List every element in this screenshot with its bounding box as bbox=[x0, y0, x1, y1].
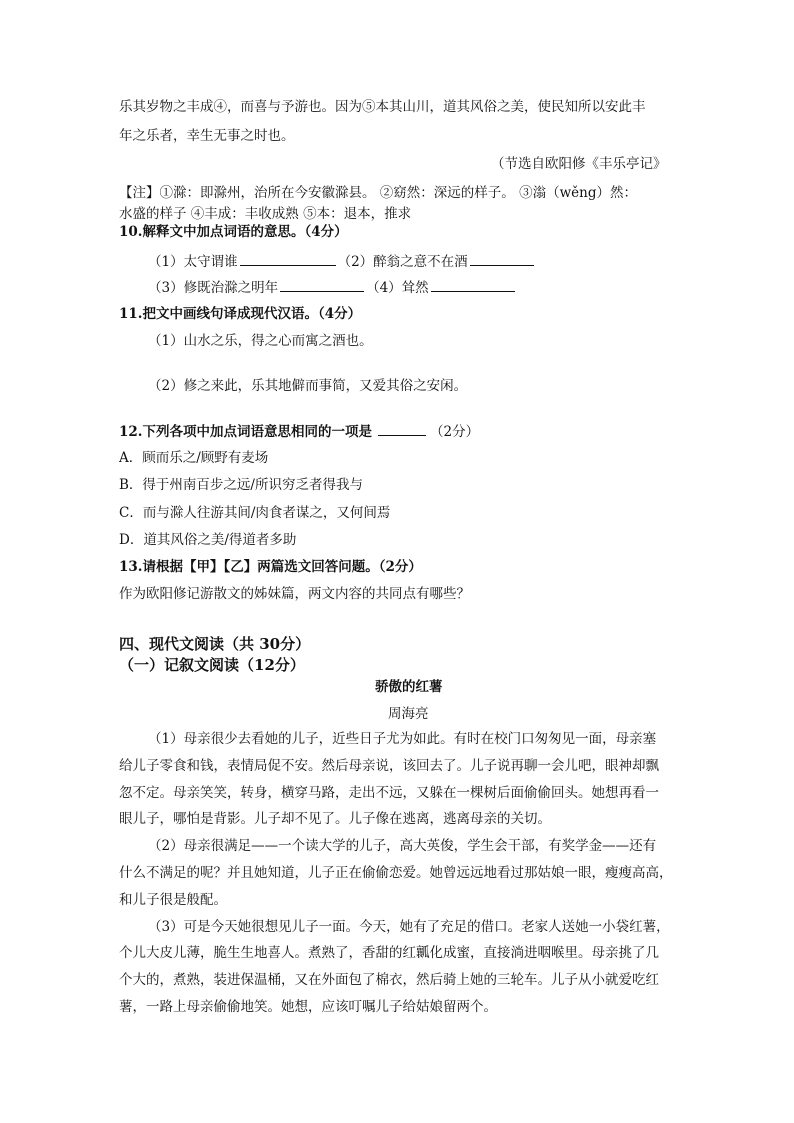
passage-line-2: 年之乐者，幸生无事之时也。 bbox=[119, 128, 295, 144]
answer-blank[interactable] bbox=[240, 251, 336, 266]
question-10-title: 10.解释文中加点词语的意思。（4分） bbox=[119, 224, 348, 240]
paragraph-3-line-3: 个大的，煮熟，装进保温桶，又在外面包了棉衣，然后骑上她的三轮车。儿子从小就爱吃红 bbox=[119, 972, 659, 988]
passage-line-1: 乐其岁物之丰成④，而喜与予游也。因为⑤本其山川，道其风俗之美，使民知所以安此丰 bbox=[119, 99, 646, 115]
question-10-item-1: （1）太守谓谁 bbox=[148, 254, 238, 270]
paragraph-2-line-3: 和儿子很是般配。 bbox=[119, 892, 227, 908]
paragraph-3-line-2: 个儿大皮儿薄，脆生生地喜人。煮熟了，香甜的红瓤化成蜜，直接淌进咽喉里。母亲挑了几 bbox=[119, 945, 659, 961]
question-10-row-1 bbox=[148, 251, 536, 272]
answer-blank[interactable] bbox=[378, 421, 426, 436]
option-b: B．得于州南百步之远/所识穷乏者得我与 bbox=[119, 477, 363, 493]
paragraph-2-line-2: 什么不满足的呢？并且她知道，儿子正在偷偷恋爱。她曾远远地看过那姑娘一眼，瘦瘦高高， bbox=[119, 865, 673, 881]
answer-blank[interactable] bbox=[470, 251, 534, 266]
question-10-item-2: （2）醉翁之意不在酒 bbox=[337, 254, 468, 270]
option-d: D．道其风俗之美/得道者多助 bbox=[119, 532, 297, 548]
question-10-row-2 bbox=[148, 277, 517, 298]
section-4-subtitle: （一）记叙文阅读（12分） bbox=[119, 656, 305, 674]
question-13-title: 13.请根据【甲】【乙】两篇选文回答问题。（2分） bbox=[119, 559, 422, 575]
question-12-score: （2分） bbox=[430, 424, 480, 440]
question-10-item-4: （4）耸然 bbox=[366, 280, 429, 296]
question-12-title-text: 12.下列各项中加点词语意思相同的一项是 bbox=[119, 424, 372, 440]
paragraph-2-line-1: （2）母亲很满足——一个读大学的儿子，高大英俊，学生会干部，有奖学金——还有 bbox=[148, 838, 657, 854]
answer-blank[interactable] bbox=[280, 277, 364, 292]
option-a: A．顾而乐之/顾野有麦场 bbox=[119, 450, 269, 466]
notes-line-2: 水盛的样子 ④丰成：丰收成熟 ⑤本：退本，推求 bbox=[119, 206, 412, 222]
passage-source: （节选自欧阳修《丰乐亭记》 bbox=[491, 156, 667, 172]
question-13-prompt: 作为欧阳修记游散文的姊妹篇，两文内容的共同点有哪些？ bbox=[119, 586, 470, 602]
answer-blank[interactable] bbox=[431, 277, 515, 292]
paragraph-1-line-4: 眼儿子，哪怕是背影。儿子却不见了。儿子像在逃离，逃离母亲的关切。 bbox=[119, 811, 551, 827]
paragraph-1-line-1: （1）母亲很少去看她的儿子，近些日子尤为如此。有时在校门口匆匆见一面，母亲塞 bbox=[148, 731, 657, 747]
option-c: C．而与滁人往游其间/肉食者谋之，又何间焉 bbox=[119, 505, 391, 521]
paragraph-1-line-3: 忽不定。母亲笑笑，转身，横穿马路，走出不远，又躲在一棵树后面偷偷回头。她想再看一 bbox=[119, 785, 659, 801]
question-11-title: 11.把文中画线句译成现代汉语。（4分） bbox=[119, 306, 362, 322]
section-4-title: 四、现代文阅读（共 30分） bbox=[119, 635, 311, 653]
paragraph-3-line-1: （3）可是今天她很想见儿子一面。今天，她有了充足的借口。老家人送她一小袋红薯， bbox=[148, 919, 670, 935]
notes-line-1: 【注】①滁：即滁州，治所在今安徽滁县。 ②窈然：深远的样子。 ③滃（wěng）然： bbox=[119, 185, 637, 201]
paragraph-1-line-2: 给儿子零食和钱，表情局促不安。然后母亲说，该回去了。儿子说再聊一会儿吧，眼神却飘 bbox=[119, 758, 659, 774]
question-11-item-1: （1）山水之乐，得之心而寓之酒也。 bbox=[148, 333, 373, 349]
paragraph-3-line-4: 薯，一路上母亲偷偷地笑。她想，应该叮嘱儿子给姑娘留两个。 bbox=[119, 999, 497, 1015]
question-11-item-2: （2）修之来此，乐其地僻而事简，又爱其俗之安闲。 bbox=[148, 378, 468, 394]
question-12-title bbox=[119, 421, 479, 442]
story-author: 周海亮 bbox=[388, 706, 429, 722]
story-title: 骄傲的红薯 bbox=[375, 679, 443, 695]
question-10-item-3: （3）修既治滁之明年 bbox=[148, 280, 279, 296]
